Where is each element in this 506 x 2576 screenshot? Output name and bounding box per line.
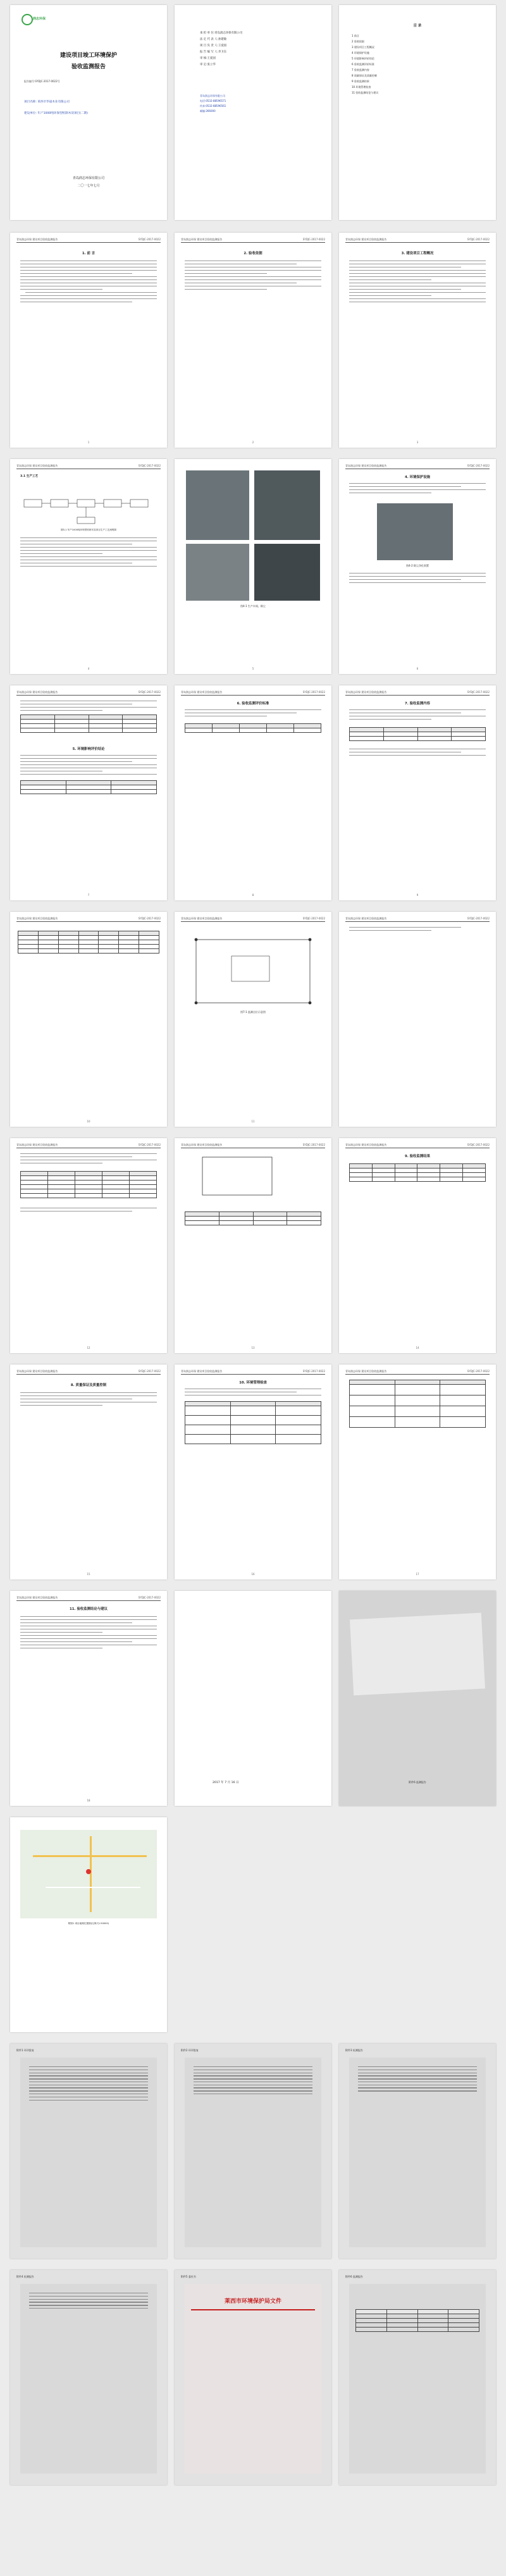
attachment-scan-6 [339,2270,496,2485]
cover-title-1: 建设项目竣工环境保护 [59,52,117,59]
report-page-blank [339,912,496,1127]
page-header: 青岛润志环保 建设项目验收监测报告 SYDJC-2017-0022 [345,690,490,696]
data-table [20,780,157,794]
data-table [185,1401,321,1444]
cover-company: 青岛润志环保有限公司 [72,176,104,180]
org-line: 青岛润志环保有限公司 [200,94,225,97]
page-number: 9 [416,893,419,897]
info-field: 承 担 单 位:青岛润志环保有限公司 [200,32,243,35]
body-text [20,261,157,305]
data-table [18,931,159,954]
scan-photo-page [339,1591,496,1806]
section-title: 4. 环境保护设施 [404,475,431,479]
page-number: 2 [252,441,254,444]
attachment-label: 附件4 检测报告 [16,2275,34,2278]
data-table [355,2309,479,2332]
page-number: 1 [87,441,90,444]
report-page-conclusion [10,1591,167,1806]
attachment-label: 附件3 检测报告 [345,2049,363,2052]
page-header: 青岛润志环保 建设项目验收监测报告 SYDJC-2017-0022 [16,1370,161,1375]
logo-icon [22,14,33,25]
toc-item[interactable]: 7 验收监测内容 [352,68,369,71]
info-field: 审 定:张立华 [200,63,216,66]
toc-title: 目 录 [413,24,422,28]
page-header: 青岛润志环保 建设项目验收监测报告 SYDJC-2017-0022 [16,1143,161,1148]
section-title: 7. 验收监测内容 [404,702,431,706]
body-text [20,1616,157,1651]
page-header: 青岛润志环保 建设项目验收监测报告 SYDJC-2017-0022 [16,1596,161,1601]
body-text [185,709,321,719]
report-page-env-mgmt-2 [339,1365,496,1579]
figure-caption: 图4-2 除尘净化装置 [406,564,429,567]
attachment-label: 附件5 委托书 [181,2275,196,2278]
sign-date: 2017 年 7 月 16 日 [213,1781,239,1784]
page-number: 13 [251,1346,255,1349]
dust-collector-photo [377,503,453,560]
data-table [349,1163,486,1182]
page-number: 5 [252,667,254,670]
body-text [20,755,157,777]
factory-photo-3 [186,544,249,601]
figure-caption: 图3-1 年产1000吨环保型机制木炭项目生产工艺流程图 [60,529,117,531]
figure-caption: 附图1 项目地理位置图(比例尺1:50000) [68,1922,109,1925]
page-header: 青岛润志环保 建设项目验收监测报告 SYDJC-2017-0022 [345,917,490,922]
page-number: 7 [87,893,90,897]
cover-page [10,5,167,220]
data-table [20,1171,157,1198]
page-header: 青岛润志环保 建设项目验收监测报告 SYDJC-2017-0022 [181,238,325,243]
page-header: 青岛润志环保 建设项目验收监测报告 SYDJC-2017-0022 [345,464,490,469]
body-text [20,1153,157,1166]
section-title: 11. 验收监测结论与建议 [70,1607,108,1611]
section-title: 6. 验收监测评价标准 [237,702,269,706]
page-number: 10 [87,1120,90,1123]
page-number: 11 [251,1120,255,1123]
org-line: 邮编:266000 [200,109,216,113]
page-header: 青岛润志环保 建设项目验收监测报告 SYDJC-2017-0022 [345,238,490,243]
body-text [20,1208,157,1214]
monitoring-layout-diagram [200,1155,276,1199]
page-header: 青岛润志环保 建设项目验收监测报告 SYDJC-2017-0022 [345,1370,490,1375]
page-number: 3 [416,441,419,444]
location-map [20,1830,157,1918]
info-field: 法 定 代 表 人:孙建敏 [200,38,227,41]
factory-photo-2 [254,470,320,540]
logo-text: 润志环保 [33,17,46,21]
subsection-title: 3.1 生产工艺 [20,475,39,478]
page-number: 14 [416,1346,419,1349]
red-header: 莱西市环境保护局文件 [224,2298,281,2305]
factory-photo-1 [186,470,249,540]
page-number: 6 [416,667,419,670]
page-header: 青岛润志环保 建设项目验收监测报告 SYDJC-2017-0022 [181,917,325,922]
report-page-monitoring [339,685,496,900]
report-page-eia [10,685,167,900]
page-header: 青岛润志环保 建设项目验收监测报告 SYDJC-2017-0022 [16,917,161,922]
body-text [349,749,486,758]
report-number: 报告编号:SYDJC-2017-0022号 [24,80,60,83]
process-flow-diagram [23,487,154,525]
attachment-label: 附件1 环评批复 [16,2049,34,2052]
signature-page [175,1591,331,1806]
section-title: 10. 环境管理检查 [239,1381,267,1385]
report-page-photos [175,459,331,674]
body-text [349,483,486,496]
report-page-process [10,459,167,674]
page-number: 15 [87,1573,90,1576]
toc-item[interactable]: 10 环境管理检查 [352,85,371,89]
map-page [10,1817,167,2032]
toc-item[interactable]: 5 环境影响评价结论 [352,57,374,60]
cover-title-2: 验收监测报告 [71,64,106,70]
location-pin-icon [86,1869,91,1874]
toc-item[interactable]: 4 环境保护设施 [352,51,369,54]
page-header: 青岛润志环保 建设项目验收监测报告 SYDJC-2017-0022 [181,1370,325,1375]
data-table [185,1211,321,1225]
figure-caption: 图7-1 监测点位示意图 [240,1010,266,1014]
page-number: 4 [87,667,90,670]
figure-caption: 附件6 监测报告 [409,1781,426,1784]
data-table [349,1380,486,1428]
attachment-scan-3 [339,2044,496,2259]
info-field: 项 目 负 责 人:王爱国 [200,44,227,47]
monitoring-layout-diagram [194,937,312,1007]
build-unit-label: 建设单位: [24,112,37,115]
section-title: 1. 前 言 [82,252,96,255]
section-title: 8. 质量保证及质量控制 [70,1383,107,1387]
toc-item[interactable]: 1 前言 [352,34,359,37]
attachment-label: 附件6 监测报告 [345,2275,363,2278]
report-page-facilities [339,459,496,674]
body-text [20,1392,157,1408]
toc-item[interactable]: 6 验收监测评价标准 [352,63,374,66]
org-line: 电话:0532-88596571 [200,99,226,102]
report-page-basis [175,233,331,448]
body-text [349,709,486,722]
project-name-label: 项目名称: [24,101,37,104]
page-number: 17 [416,1573,419,1576]
org-line: 传真:0532-88596561 [200,104,226,107]
factory-photo-4 [254,544,320,601]
page-header: 青岛润志环保 建设项目验收监测报告 SYDJC-2017-0022 [16,464,161,469]
page-header: 青岛润志环保 建设项目验收监测报告 SYDJC-2017-0022 [345,1143,490,1148]
report-page-env-mgmt [175,1365,331,1579]
report-page-overview [339,233,496,448]
data-table [349,727,486,741]
report-page-results-2 [175,1138,331,1353]
attachment-scan-1 [10,2044,167,2259]
toc-item[interactable]: 3 建设项目工程概况 [352,46,374,49]
body-text [349,927,486,933]
cover-date: 二〇一七年七月 [77,184,100,188]
body-text [349,573,486,586]
attachment-label: 附件2 环评批复 [181,2049,199,2052]
body-text [185,261,321,292]
build-unit-value: 年产1000吨环保型机制木炭项目(二期) [37,112,88,115]
info-page [175,5,331,220]
info-field: 报 告 编 写 人:李卫东 [200,51,227,54]
page-number: 16 [251,1573,255,1576]
report-page-results [10,1138,167,1353]
section-title: 9. 验收监测结果 [404,1155,431,1158]
attachment-scan-5 [175,2270,331,2485]
toc-item[interactable]: 8 质量保证及质量控制 [352,74,377,77]
body-text [349,261,486,305]
toc-item[interactable]: 9 验收监测结果 [352,80,369,83]
report-page-layout [175,912,331,1127]
page-number: 8 [252,893,254,897]
attachment-scan-2 [175,2044,331,2259]
body-text [185,1389,321,1398]
toc-page [339,5,496,220]
info-field: 审 核:王爱国 [200,57,216,60]
section-title: 2. 验收依据 [244,252,262,255]
data-table [185,723,321,733]
attachment-scan-4 [10,2270,167,2485]
section-title: 3. 建设项目工程概况 [401,252,434,255]
page-number: 18 [87,1799,90,1802]
toc-item[interactable]: 11 验收监测结论与建议 [352,91,379,94]
page-header: 青岛润志环保 建设项目验收监测报告 SYDJC-2017-0022 [16,690,161,696]
report-page-standards [175,685,331,900]
page-header: 青岛润志环保 建设项目验收监测报告 SYDJC-2017-0022 [16,238,161,243]
report-page-qa [10,1365,167,1579]
page-header: 青岛润志环保 建设项目验收监测报告 SYDJC-2017-0022 [181,1143,325,1148]
toc-item[interactable]: 2 验收依据 [352,40,364,43]
report-page-foreword [10,233,167,448]
page-header: 青岛润志环保 建设项目验收监测报告 SYDJC-2017-0022 [181,690,325,696]
report-page-table-wide [10,912,167,1127]
section-title: 5. 环境影响评价结论 [72,747,105,751]
page-number: 12 [87,1346,90,1349]
project-name-value: 莱西市华晟木业有限公司 [37,101,70,104]
body-text [20,537,157,569]
report-page-results-3 [339,1138,496,1353]
body-text [20,701,157,713]
figure-caption: 图4-1 生产车间、除尘 [240,604,266,608]
data-table [20,715,157,733]
